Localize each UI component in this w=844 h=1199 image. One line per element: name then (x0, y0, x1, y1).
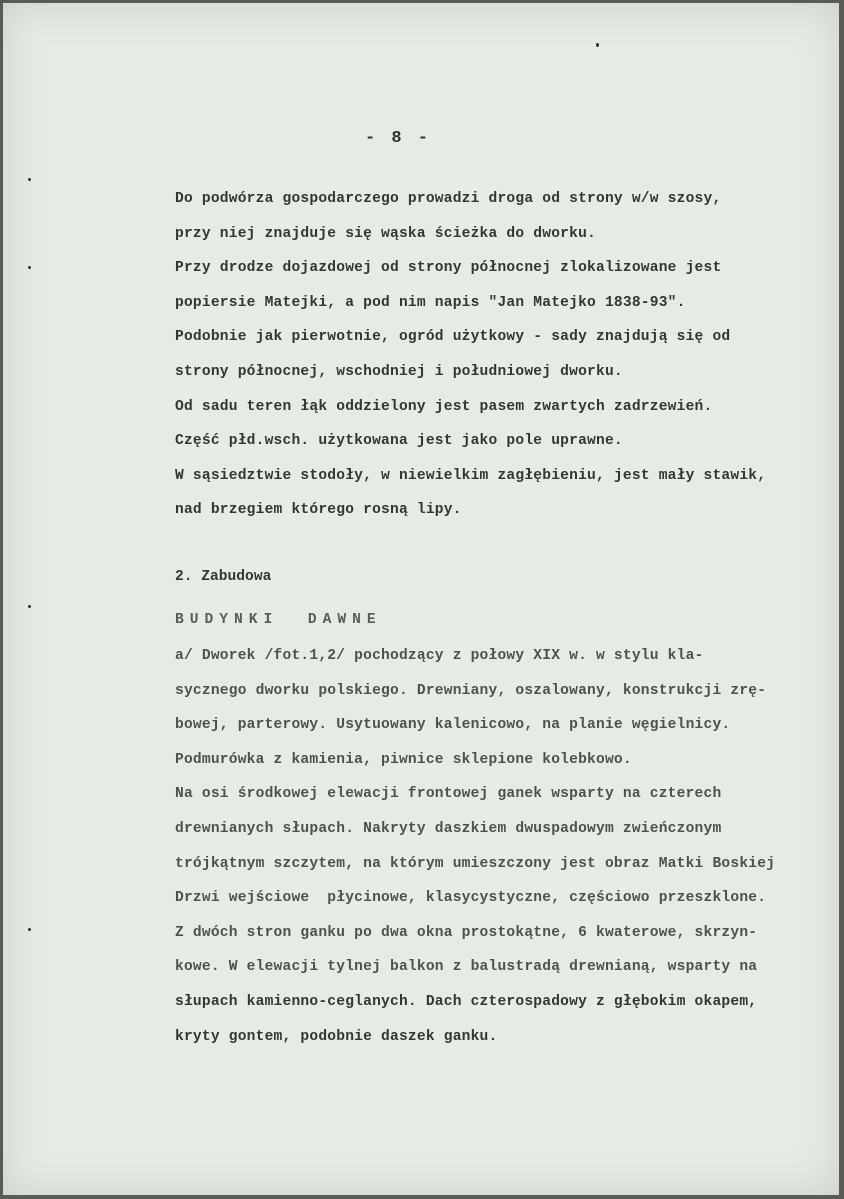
text-line: nad brzegiem którego rosną lipy. (175, 502, 462, 519)
text-line: a/ Dworek /fot.1,2/ pochodzący z połowy XIX w. w stylu kla- (175, 648, 704, 664)
margin-speck (28, 928, 31, 931)
text-line: kowe. W elewacji tylnej balkon z balustradą drewnianą, wsparty na (175, 959, 758, 976)
margin-speck (28, 605, 31, 608)
text-line: Część płd.wsch. użytkowana jest jako pole uprawne. (175, 433, 623, 450)
text-line: popiersie Matejki, a pod nim napis "Jan Matejko 1838-93". (175, 294, 686, 311)
text-line: bowej, parterowy. Usytuowany kalenicowo, na planie węgielnicy. (175, 717, 731, 734)
text-line: trójkątnym szczytem, na którym umieszczony jest obraz Matki Boskiej (175, 855, 776, 872)
margin-speck (28, 266, 31, 269)
text-line: Drzwi wejściowe płycinowe, klasycystyczne, częściowo przeszklone. (175, 890, 767, 907)
text-line: Podmurówka z kamienia, piwnice sklepione kolebkowo. (175, 751, 632, 768)
text-line: Z dwóch stron ganku po dwa okna prostokątne, 6 kwaterowe, skrzyn- (175, 924, 758, 941)
text-line: Od sadu teren łąk oddzielony jest pasem zwartych zadrzewień. (175, 398, 713, 415)
text-line: Na osi środkowej elewacji frontowej ganek wsparty na czterech (175, 786, 722, 803)
section-title: 2. Zabudowa (175, 569, 272, 585)
page-number: - 8 - (365, 129, 432, 148)
text-line: strony północnej, wschodniej i południowej dworku. (175, 364, 623, 380)
margin-speck (28, 178, 31, 181)
text-line: W sąsiedztwie stodoły, w niewielkim zagłębieniu, jest mały stawik, (175, 467, 767, 484)
margin-speck (596, 43, 599, 47)
text-line: przy niej znajduje się wąska ścieżka do dworku. (175, 225, 597, 242)
text-line: kryty gontem, podobnie daszek ganku. (175, 1028, 498, 1045)
document-page (3, 3, 839, 1195)
text-line: słupach kamienno-ceglanych. Dach czterospadowy z głębokim okapem, (175, 994, 758, 1010)
text-line: Przy drodze dojazdowej od strony północnej zlokalizowane jest (175, 260, 722, 277)
text-line: Do podwórza gospodarczego prowadzi droga od strony w/w szosy, (175, 191, 722, 207)
text-line: Podobnie jak pierwotnie, ogród użytkowy - sady znajdują się od (175, 329, 731, 346)
text-line: sycznego dworku polskiego. Drewniany, oszalowany, konstrukcji zrę- (175, 682, 767, 699)
text-line: drewnianych słupach. Nakryty daszkiem dwuspadowym zwieńczonym (175, 821, 722, 837)
subsection-title: BUDYNKI DAWNE (175, 612, 382, 628)
